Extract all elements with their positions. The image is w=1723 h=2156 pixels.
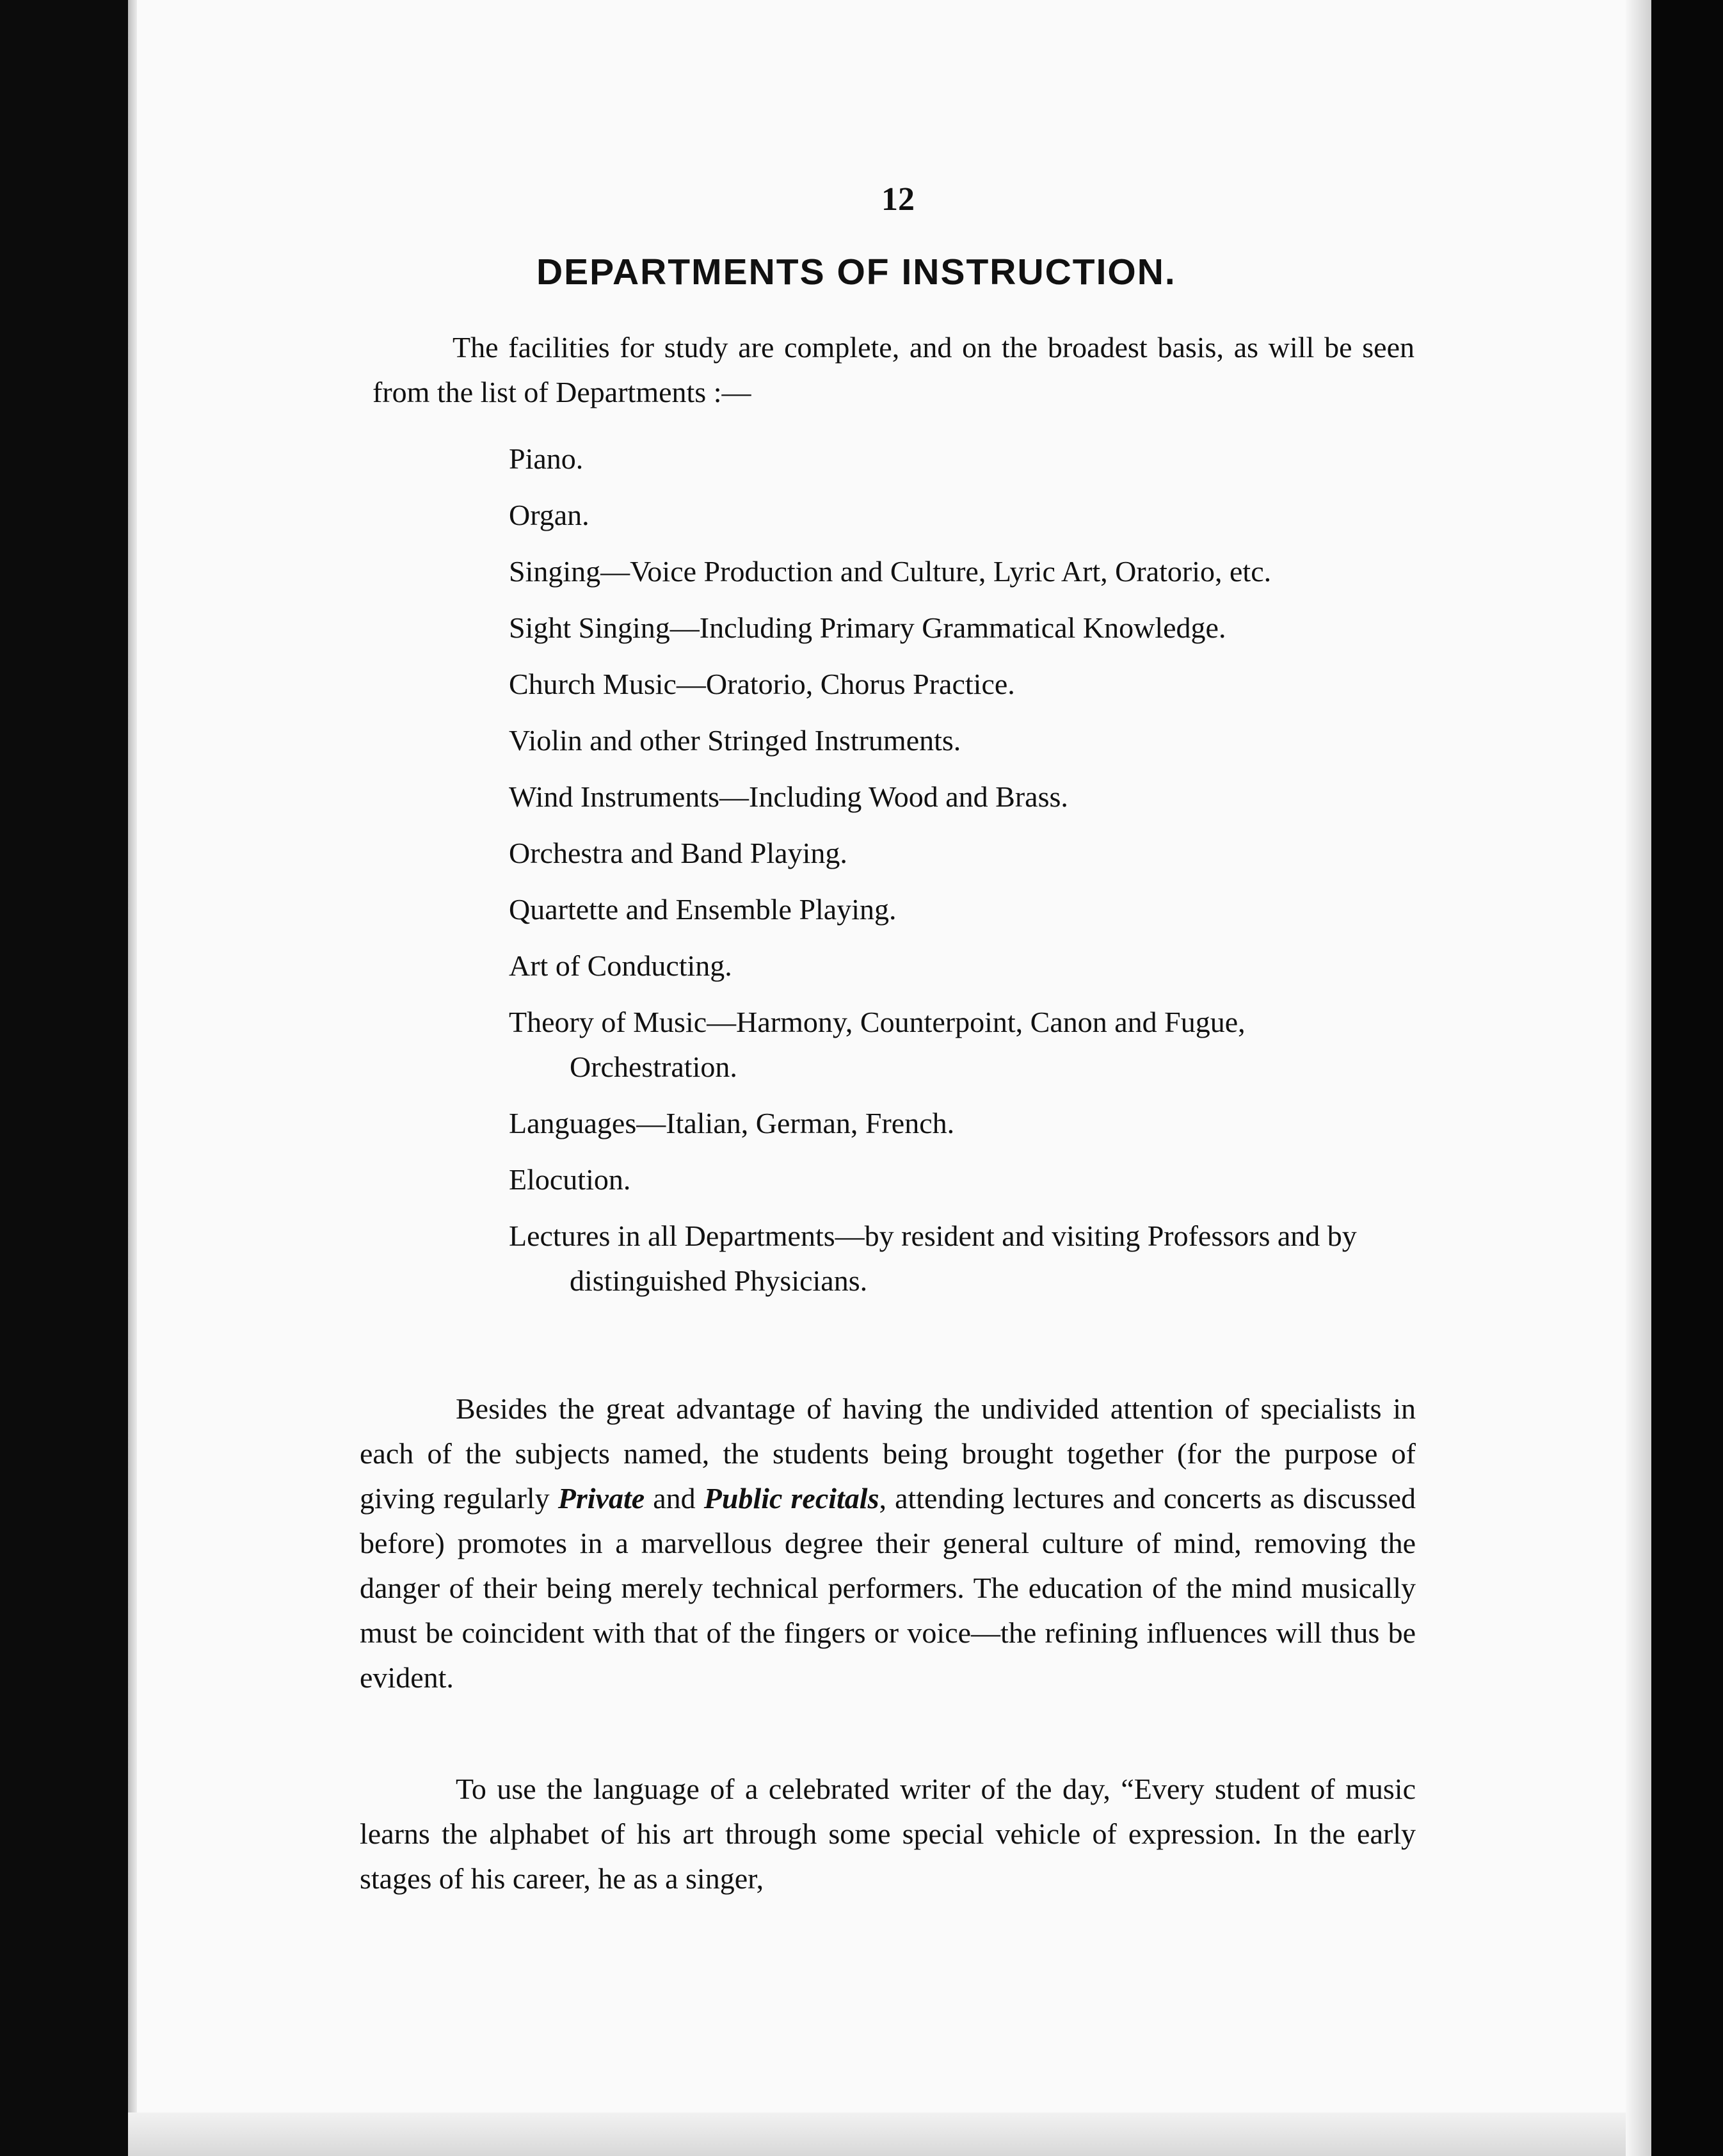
page-gutter-shadow: [1626, 0, 1651, 2156]
besides-paragraph: [360, 1387, 1416, 1700]
public-recitals-emphasis: Public recitals: [703, 1482, 879, 1515]
besides-text-and: and: [645, 1482, 704, 1515]
list-item: Piano.: [509, 442, 584, 475]
departments-list: [509, 437, 1418, 1315]
besides-text-end: , attending lectures and concerts as discussed before) promotes in a marvellous degree their general culture of mind, removing the danger of their being merely technical performers. The education of the mind musically must be coincident with that of the fingers or voice—the refining influences will thus be evident.: [360, 1482, 1416, 1694]
list-item: Theory of Music—Harmony, Counterpoint, Canon and Fugue, Orchestration.: [509, 1006, 1246, 1083]
list-item: Quartette and Ensemble Playing.: [509, 893, 897, 926]
list-item: Lectures in all Departments—by resident and visiting Professors and by distinguished Physicians.: [509, 1219, 1357, 1297]
list-item: Languages—Italian, German, French.: [509, 1107, 955, 1139]
list-item: Sight Singing—Including Primary Grammatical Knowledge.: [509, 611, 1226, 644]
list-item: Violin and other Stringed Instruments.: [509, 724, 961, 757]
list-item: Church Music—Oratorio, Chorus Practice.: [509, 668, 1015, 700]
page-bottom-edge: [128, 2112, 1651, 2156]
list-item: Wind Instruments—Including Wood and Brass.: [509, 780, 1068, 813]
intro-paragraph: The facilities for study are complete, and on the broadest basis, as will be seen from the list of Departments :—: [373, 331, 1414, 408]
quote-paragraph: To use the language of a celebrated writer of the day, “Every student of music learns the alphabet of his art through some special vehicle of expression. In the early stages of his career, he as a singer,: [360, 1773, 1416, 1895]
list-item: Organ.: [509, 499, 589, 531]
page-number: 12: [881, 181, 915, 218]
list-item: Art of Conducting.: [509, 949, 732, 982]
private-emphasis: Private: [557, 1482, 645, 1515]
page-edge-shadow: [128, 0, 137, 2156]
list-item: Singing—Voice Production and Culture, Lyric Art, Oratorio, etc.: [509, 555, 1272, 588]
page-title: DEPARTMENTS OF INSTRUCTION.: [536, 252, 1176, 293]
scan-background-right: [1651, 0, 1723, 2156]
scan-background-left: [0, 0, 134, 2156]
list-item: Orchestra and Band Playing.: [509, 837, 847, 869]
besides-text-start: Besides the great advantage of having the undivided attention of specialists in each of the subjects named, the students being brought together (for the purpose of giving regularly: [360, 1392, 1416, 1515]
list-item: Elocution.: [509, 1163, 631, 1196]
